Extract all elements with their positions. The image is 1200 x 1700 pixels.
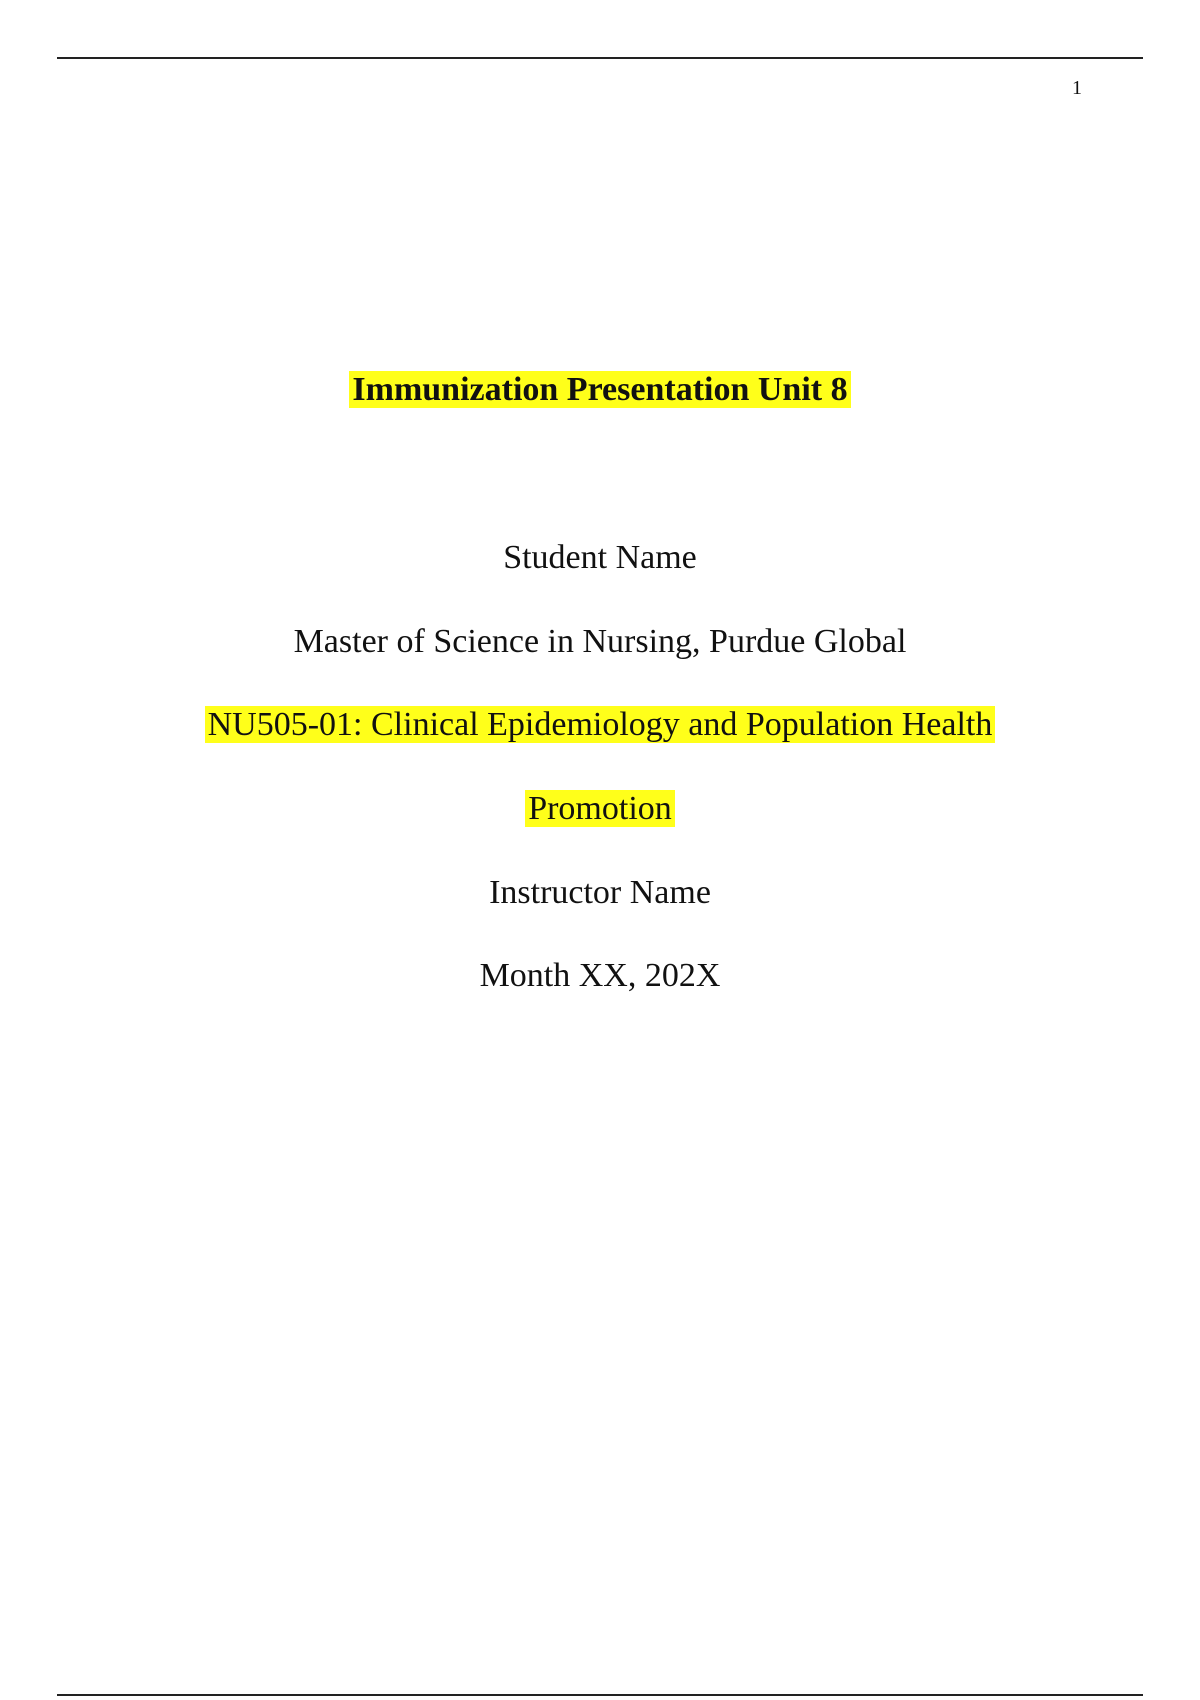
program-name: Master of Science in Nursing, Purdue Global — [293, 623, 907, 660]
document-title: Immunization Presentation Unit 8 — [349, 371, 850, 408]
course-title-part1: NU505-01: Clinical Epidemiology and Population Health — [205, 706, 996, 743]
instructor-line — [0, 871, 1200, 915]
header-rule — [57, 57, 1143, 59]
page-number: 1 — [1072, 77, 1082, 99]
course-line-1 — [0, 703, 1200, 747]
title-line — [0, 368, 1200, 412]
course-line-2 — [0, 787, 1200, 831]
date-line — [0, 954, 1200, 998]
program-line — [0, 620, 1200, 664]
student-name-line — [0, 536, 1200, 580]
submission-date: Month XX, 202X — [479, 957, 721, 994]
student-name: Student Name — [503, 539, 697, 576]
footer-rule — [57, 1694, 1143, 1696]
course-title-part2: Promotion — [525, 790, 675, 827]
instructor-name: Instructor Name — [489, 874, 711, 911]
